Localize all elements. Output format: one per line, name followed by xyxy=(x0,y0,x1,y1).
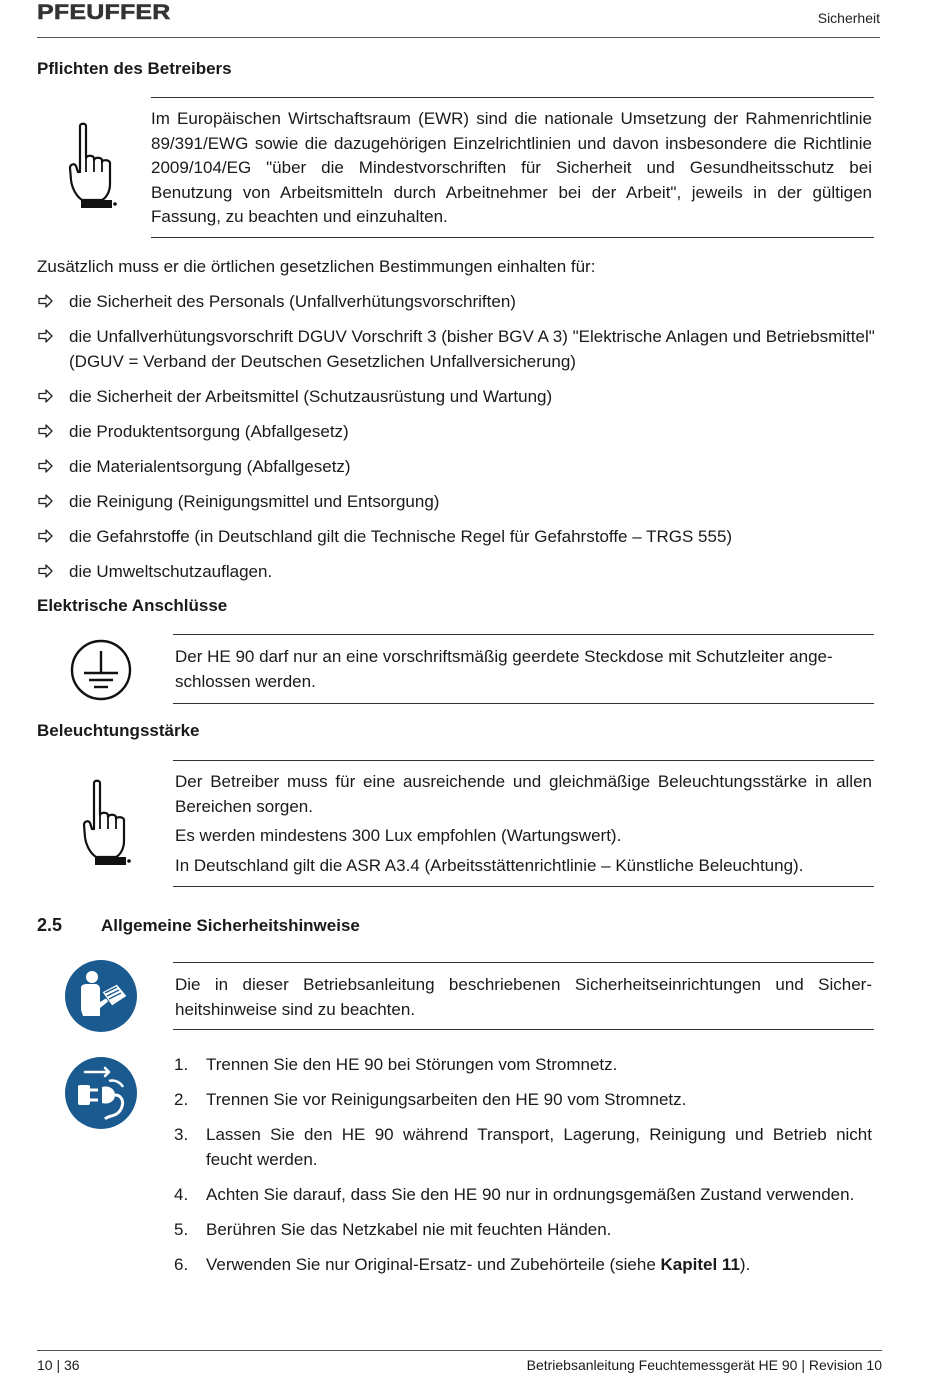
arrow-right-outline-icon xyxy=(37,490,55,514)
company-logo: PFEUFFER xyxy=(37,0,171,25)
document-title: Betriebsanleitung Feuchtemessgerät HE 90 | Revision 10 xyxy=(526,1357,882,1373)
pointing-hand-icon xyxy=(66,122,120,210)
ground-symbol-icon xyxy=(70,639,132,701)
arrow-right-outline-icon xyxy=(37,560,55,584)
list-item: die Sicherheit des Personals (Unfallverhütungsvorschriften) xyxy=(37,290,897,315)
heading-electrical: Elektrische Anschlüsse xyxy=(37,596,228,615)
arrow-right-outline-icon xyxy=(37,290,55,314)
page-number: 10 | 36 xyxy=(37,1357,80,1373)
list-item: die Unfallverhütungsvorschrift DGUV Vorschrift 3 (bisher BGV A 3) "Elektrische Anlagen und Betriebsmittel" (DGUV = Verband der Deutschen Gesetzlichen Unfallversicherung) xyxy=(37,325,897,374)
page-footer xyxy=(37,1350,882,1373)
lighting-text-3: In Deutschland gilt die ASR A3.4 (Arbeitsstättenrichtlinie – Künstliche Beleuchtung). xyxy=(175,855,804,875)
lighting-notice-box xyxy=(173,760,874,887)
arrow-right-outline-icon xyxy=(37,385,55,409)
operator-notice-box xyxy=(151,97,874,238)
section-label: Sicherheit xyxy=(817,10,880,26)
list-item: die Umweltschutzauflagen. xyxy=(37,560,897,585)
electrical-notice-box xyxy=(173,634,874,704)
operator-intro: Zusätzlich muss er die örtlichen gesetzlichen Bestimmungen einhalten für: xyxy=(37,257,596,276)
arrow-right-outline-icon xyxy=(37,455,55,479)
arrow-right-outline-icon xyxy=(37,325,55,349)
disconnect-mains-icon xyxy=(65,1057,137,1129)
heading-operator-duties: Pflichten des Betreibers xyxy=(37,59,232,78)
operator-duties-list xyxy=(37,290,897,595)
list-item: 3. Lassen Sie den HE 90 während Transport, Lagerung, Reinigung und Betrieb nicht feucht werden. xyxy=(174,1125,872,1169)
heading-lighting: Beleuchtungsstärke xyxy=(37,721,200,740)
general-safety-steps xyxy=(174,1053,872,1288)
pointing-hand-icon xyxy=(80,779,134,867)
list-item: 1. Trennen Sie den HE 90 bei Störungen vom Stromnetz. xyxy=(174,1055,618,1074)
list-item: 5. Berühren Sie das Netzkabel nie mit feuchten Händen. xyxy=(174,1219,612,1239)
operator-notice-text: Im Europäischen Wirtschaftsraum (EWR) sind die nationale Umsetzung der Rahmenrichtlinie 89/391/EWG sowie die dazugehörigen Einzelrichtlinien und davon insbesondere die Richtlinie 2009/104/EG "über die Mindestvorschriften für Sicherheit und Gesundheitsschutz bei Benutzung von Arbeitsmitteln durch Arbeitnehmer bei der Arbeit", jeweils in der gültigen Fassung, zu beachten und einzuhalten. xyxy=(151,109,872,226)
chapter-reference[interactable]: Kapitel 11 xyxy=(660,1254,740,1274)
list-item: die Gefahrstoffe (in Deutschland gilt die Technische Regel für Gefahrstoffe – TRGS 555) xyxy=(37,525,897,550)
list-item: die Sicherheit der Arbeitsmittel (Schutzausrüstung und Wartung) xyxy=(37,385,897,410)
read-manual-icon xyxy=(65,960,137,1032)
arrow-right-outline-icon xyxy=(37,525,55,549)
section-number: 2.5 xyxy=(37,915,63,935)
list-item: die Produktentsorgung (Abfallgesetz) xyxy=(37,420,897,445)
section-heading-general-safety xyxy=(37,915,360,936)
section-title: Allgemeine Sicherheitshinweise xyxy=(101,916,360,935)
list-item: die Reinigung (Reinigungsmittel und Entsorgung) xyxy=(37,490,897,515)
electrical-notice-text: Der HE 90 darf nur an eine vorschriftsmäßig geerdete Steckdose mit Schutzleiter angeschlossen werden. xyxy=(175,647,833,691)
general-safety-notice-text: Die in dieser Betriebsanleitung beschriebenen Sicherheitseinrichtungen und Sicherheitshinweise sind zu beachten. xyxy=(175,975,872,1019)
page-header xyxy=(37,0,880,38)
general-safety-notice-box xyxy=(173,962,874,1030)
list-item: 6. Verwenden Sie nur Original-Ersatz- und Zubehörteile (siehe Kapitel 11). xyxy=(174,1254,751,1274)
lighting-text-2: Es werden mindestens 300 Lux empfohlen (Wartungswert). xyxy=(175,826,622,845)
list-item: 4. Achten Sie darauf, dass Sie den HE 90 nur in ordnungsgemäßen Zustand verwenden. xyxy=(174,1184,855,1204)
lighting-text-1: Der Betreiber muss für eine ausreichende und gleichmäßige Beleuchtungsstärke in allen Bereichen sorgen. xyxy=(175,772,872,816)
list-item: 2. Trennen Sie vor Reinigungsarbeiten den HE 90 vom Stromnetz. xyxy=(174,1090,687,1109)
arrow-right-outline-icon xyxy=(37,420,55,444)
list-item: die Materialentsorgung (Abfallgesetz) xyxy=(37,455,897,480)
